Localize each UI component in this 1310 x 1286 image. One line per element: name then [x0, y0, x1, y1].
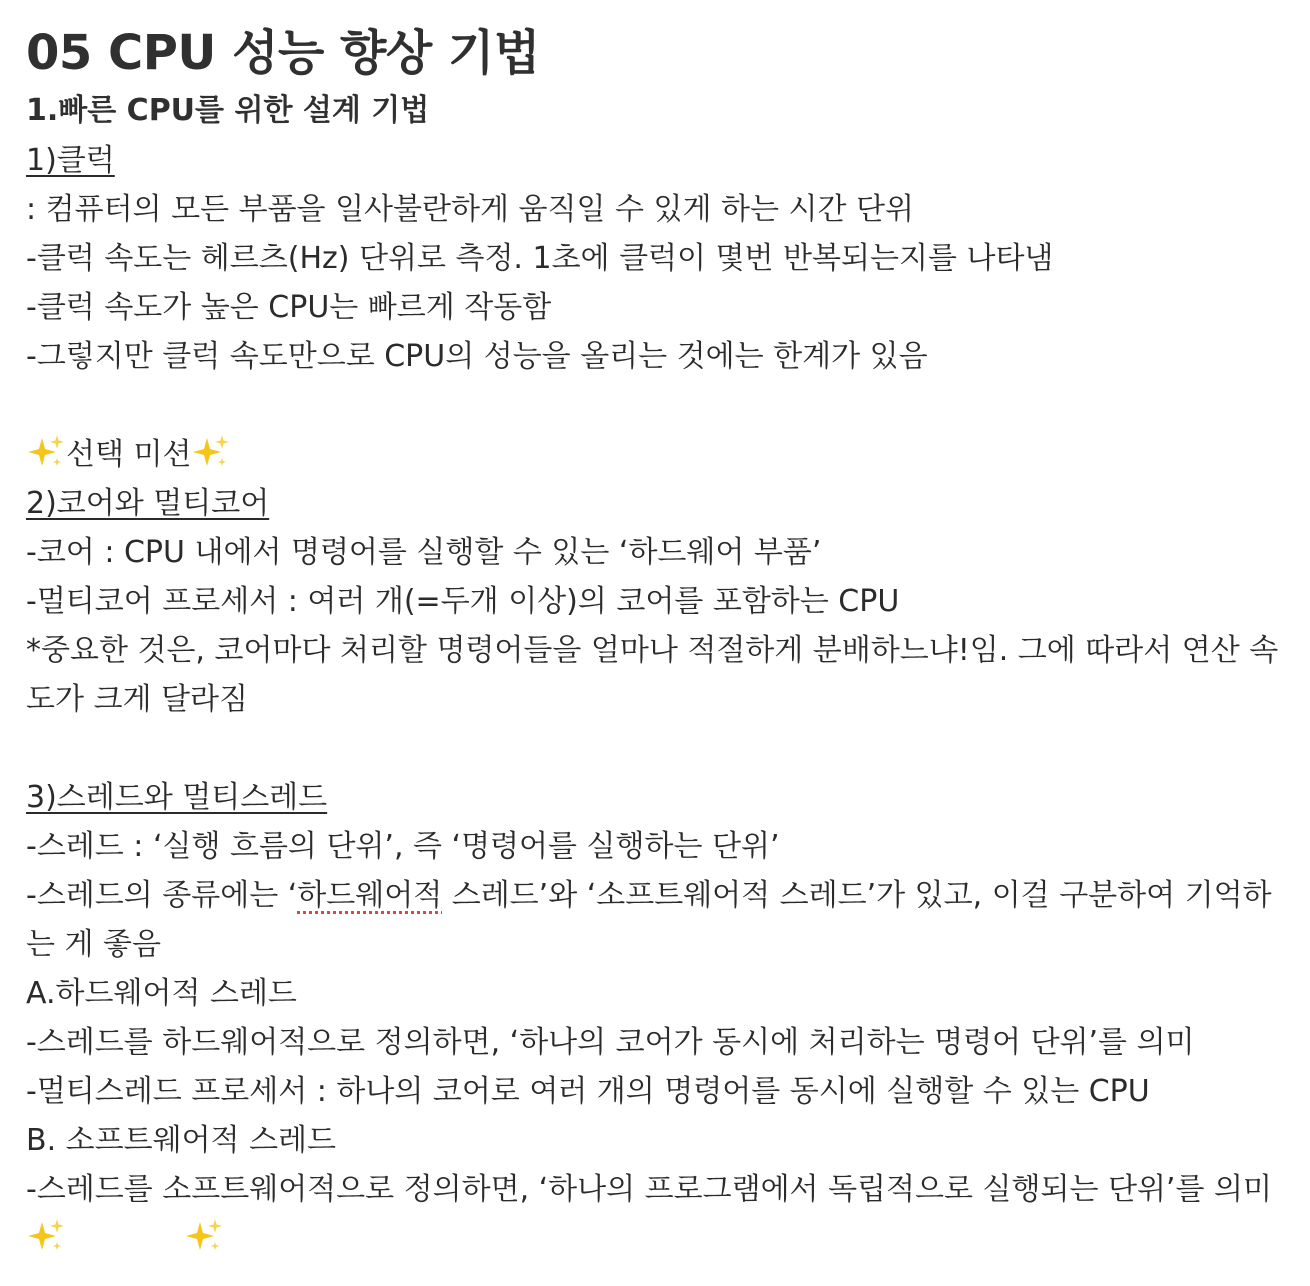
- clock-line: -클럭 속도는 헤르츠(Hz) 단위로 측정. 1초에 클럭이 몇번 반복되는지를 나타냄: [26, 241, 1054, 276]
- mission-line: [26, 430, 1296, 479]
- trailing-sparkles-line: [26, 1214, 1296, 1263]
- sparkles-icon: [26, 1216, 66, 1256]
- clock-heading: 1)클럭: [26, 143, 115, 178]
- core-note: *중요한 것은, 코어마다 처리할 명령어들을 얼마나 적절하게 분배하느냐!임. 그에 따라서 연산 속도가 크게 달라짐: [26, 633, 1279, 717]
- hw-thread-line: -스레드를 하드웨어적으로 정의하면, ‘하나의 코어가 동시에 처리하는 명령어 단위’를 의미: [26, 1025, 1195, 1060]
- core-line: -멀티코어 프로세서 : 여러 개(=두개 이상)의 코어를 포함하는 CPU: [26, 584, 900, 619]
- blank-line: [26, 381, 1296, 430]
- sw-thread-line: -스레드를 소프트웨어적으로 정의하면, ‘하나의 프로그램에서 독립적으로 실행되는 단위’를 의미: [26, 1172, 1272, 1207]
- thread-types-suffix: 스레드’와 ‘소프트웨어적 스레드’가 있고, 이걸 구분하여 기억하는 게 좋음: [26, 878, 1272, 962]
- thread-line: -스레드 : ‘실행 흐름의 단위’, 즉 ‘명령어를 실행하는 단위’: [26, 829, 780, 864]
- sw-thread-heading: B. 소프트웨어적 스레드: [26, 1123, 337, 1158]
- blank-line: [26, 724, 1296, 773]
- sparkles-icon: [26, 432, 66, 472]
- thread-types-prefix: -스레드의 종류에는 ‘: [26, 878, 298, 913]
- clock-line: -그렇지만 클럭 속도만으로 CPU의 성능을 올리는 것에는 한계가 있음: [26, 339, 928, 374]
- core-line: -코어 : CPU 내에서 명령어를 실행할 수 있는 ‘하드웨어 부품’: [26, 535, 822, 570]
- page-title: 05 CPU 성능 향상 기법: [26, 25, 540, 81]
- sparkles-icon: [184, 1216, 224, 1256]
- mission-label: 선택 미션: [66, 437, 192, 472]
- core-heading: 2)코어와 멀티코어: [26, 486, 270, 521]
- hw-thread-heading: A.하드웨어적 스레드: [26, 976, 297, 1011]
- thread-types-paragraph: [26, 871, 1288, 969]
- spellcheck-marked-word[interactable]: 하드웨어적: [297, 878, 443, 913]
- section-heading: 1.빠른 CPU를 위한 설계 기법: [26, 93, 430, 128]
- sparkles-icon: [191, 432, 231, 472]
- hw-thread-line: -멀티스레드 프로세서 : 하나의 코어로 여러 개의 명령어를 동시에 실행할 수 있는 CPU: [26, 1074, 1150, 1109]
- clock-line: : 컴퓨터의 모든 부품을 일사불란하게 움직일 수 있게 하는 시간 단위: [26, 192, 914, 227]
- clock-line: -클럭 속도가 높은 CPU는 빠르게 작동함: [26, 290, 552, 325]
- thread-heading: 3)스레드와 멀티스레드: [26, 780, 328, 815]
